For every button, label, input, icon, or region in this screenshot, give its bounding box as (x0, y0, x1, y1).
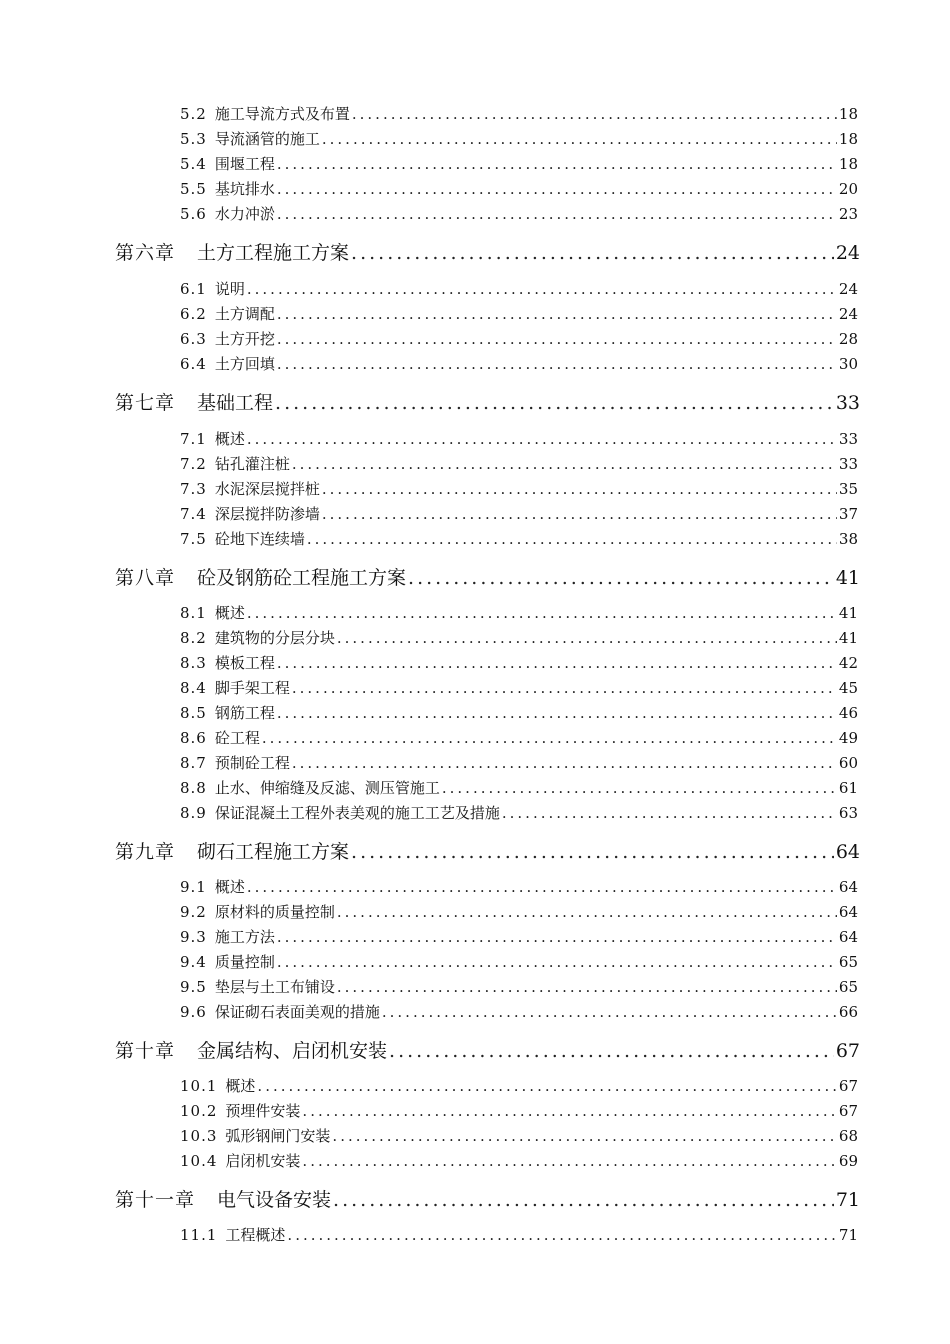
toc-section-entry[interactable] (180, 1125, 858, 1147)
toc-entry-title: 脚手架工程 (214, 679, 290, 697)
toc-leader-dots (322, 505, 837, 523)
toc-entry-title: 垫层与土工布铺设 (214, 978, 335, 996)
toc-page-number: 71 (838, 1226, 858, 1244)
toc-entry-number: 8.4 (180, 679, 207, 697)
toc-entry-number: 5.2 (180, 105, 207, 123)
toc-entry-title: 止水、伸缩缝及反滤、测压管施工 (214, 779, 440, 797)
toc-leader-dots (277, 953, 837, 971)
toc-entry-number: 第八章 (115, 567, 176, 589)
toc-entry-title: 启闭机安装 (225, 1152, 301, 1170)
toc-section-entry[interactable] (180, 901, 858, 923)
toc-entry-title: 土方调配 (214, 305, 275, 323)
toc-entry-title: 建筑物的分层分块 (214, 629, 335, 647)
toc-section-entry[interactable] (180, 702, 858, 724)
toc-entry-number: 9.2 (180, 903, 207, 921)
toc-section-entry[interactable] (180, 303, 858, 325)
toc-entry-number: 9.5 (180, 978, 207, 996)
toc-entry-label (180, 528, 305, 549)
toc-entry-number: 8.2 (180, 629, 207, 647)
toc-leader-dots (292, 455, 837, 473)
toc-section-entry[interactable] (180, 1150, 858, 1172)
toc-entry-number: 8.5 (180, 704, 207, 722)
toc-entry-label (180, 951, 275, 972)
toc-entry-title: 土方开挖 (214, 330, 275, 348)
toc-page-number: 45 (838, 679, 858, 697)
toc-section-entry[interactable] (180, 1075, 858, 1097)
toc-page-number: 24 (838, 305, 858, 323)
toc-leader-dots (277, 330, 837, 348)
toc-section-entry[interactable] (180, 1100, 858, 1122)
toc-entry-label (115, 238, 349, 265)
toc-entry-number: 9.4 (180, 953, 207, 971)
toc-leader-dots (389, 1040, 834, 1062)
toc-leader-dots (257, 1077, 836, 1095)
toc-section-entry[interactable] (180, 602, 858, 624)
toc-entry-label (180, 901, 335, 922)
toc-page-number: 60 (838, 754, 858, 772)
toc-leader-dots (277, 205, 837, 223)
toc-section-entry[interactable] (180, 926, 858, 948)
toc-page-number: 63 (838, 804, 858, 822)
toc-chapter-entry[interactable] (115, 563, 860, 591)
toc-entry-number: 10.4 (180, 1152, 218, 1170)
toc-chapter-entry[interactable] (115, 388, 860, 416)
toc-entry-label (180, 1224, 285, 1245)
toc-entry-title: 钻孔灌注桩 (214, 455, 290, 473)
toc-chapter-entry[interactable] (115, 837, 860, 865)
toc-page-number: 33 (838, 455, 858, 473)
toc-section-entry[interactable] (180, 752, 858, 774)
toc-entry-title: 水力冲淤 (214, 205, 275, 223)
toc-section-entry[interactable] (180, 428, 858, 450)
toc-entry-title: 基坑排水 (214, 180, 275, 198)
toc-page-number: 33 (835, 392, 860, 414)
toc-section-entry[interactable] (180, 727, 858, 749)
toc-entry-number: 8.3 (180, 654, 207, 672)
toc-entry-number: 第七章 (115, 392, 176, 414)
toc-leader-dots (277, 305, 837, 323)
toc-page-number: 18 (838, 155, 858, 173)
toc-entry-number: 7.5 (180, 530, 207, 548)
toc-entry-title: 模板工程 (214, 654, 275, 672)
toc-entry-label (180, 328, 275, 349)
toc-entry-label (180, 503, 320, 524)
toc-entry-label (180, 453, 290, 474)
toc-section-entry[interactable] (180, 1001, 858, 1023)
toc-page-number: 41 (835, 567, 860, 589)
toc-section-entry[interactable] (180, 103, 858, 125)
toc-entry-number: 第十章 (115, 1040, 176, 1062)
toc-entry-title: 深层搅拌防渗墙 (214, 505, 320, 523)
toc-leader-dots (337, 629, 837, 647)
toc-page-number: 38 (838, 530, 858, 548)
toc-entry-label (180, 627, 335, 648)
toc-entry-label (180, 153, 275, 174)
toc-entry-title: 基础工程 (197, 392, 274, 414)
toc-entry-number: 7.3 (180, 480, 207, 498)
toc-page-number: 65 (838, 953, 858, 971)
toc-entry-number: 8.9 (180, 804, 207, 822)
toc-page-number: 65 (838, 978, 858, 996)
toc-entry-label (180, 478, 320, 499)
toc-entry-label (180, 353, 275, 374)
toc-page-number: 71 (835, 1189, 860, 1211)
toc-leader-dots (277, 928, 837, 946)
toc-entry-number: 11.1 (180, 1226, 218, 1244)
toc-entry-number: 10.1 (180, 1077, 218, 1095)
toc-page-number: 49 (838, 729, 858, 747)
toc-page-number: 41 (838, 629, 858, 647)
toc-page-number: 66 (838, 1003, 858, 1021)
toc-page-number: 20 (838, 180, 858, 198)
toc-entry-title: 说明 (214, 280, 245, 298)
toc-entry-number: 5.6 (180, 205, 207, 223)
toc-section-entry[interactable] (180, 652, 858, 674)
toc-page-number: 24 (835, 242, 860, 264)
toc-entry-label (180, 428, 245, 449)
toc-entry-title: 导流涵管的施工 (214, 130, 320, 148)
toc-page-number: 46 (838, 704, 858, 722)
toc-entry-title: 金属结构、启闭机安装 (197, 1040, 388, 1062)
toc-entry-label (180, 278, 245, 299)
toc-entry-label (180, 1100, 300, 1121)
toc-entry-label (180, 876, 245, 897)
toc-section-entry[interactable] (180, 128, 858, 150)
toc-entry-number: 6.1 (180, 280, 207, 298)
toc-page-number: 18 (838, 130, 858, 148)
toc-section-entry[interactable] (180, 453, 858, 475)
toc-page-number: 42 (838, 654, 858, 672)
toc-leader-dots (247, 280, 837, 298)
toc-section-entry[interactable] (180, 876, 858, 898)
toc-entry-number: 10.2 (180, 1102, 218, 1120)
toc-entry-number: 7.2 (180, 455, 207, 473)
toc-entry-label (180, 1150, 300, 1171)
toc-page-number: 64 (835, 841, 860, 863)
toc-chapter-entry[interactable] (115, 1185, 860, 1213)
toc-page-number: 35 (838, 480, 858, 498)
toc-page-number: 64 (838, 903, 858, 921)
toc-entry-number: 5.4 (180, 155, 207, 173)
toc-leader-dots (292, 754, 837, 772)
toc-leader-dots (337, 903, 837, 921)
toc-entry-number: 7.4 (180, 505, 207, 523)
toc-page-number: 67 (838, 1102, 858, 1120)
toc-leader-dots (277, 654, 837, 672)
toc-entry-title: 预制砼工程 (214, 754, 290, 772)
toc-leader-dots (351, 242, 834, 264)
toc-entry-label (115, 1036, 387, 1063)
toc-entry-label (180, 1125, 330, 1146)
toc-leader-dots (277, 355, 837, 373)
toc-entry-title: 砼地下连续墙 (214, 530, 305, 548)
toc-leader-dots (307, 530, 837, 548)
toc-leader-dots (337, 978, 837, 996)
toc-entry-label (180, 926, 275, 947)
toc-leader-dots (262, 729, 837, 747)
toc-leader-dots (442, 779, 837, 797)
toc-section-entry[interactable] (180, 478, 858, 500)
toc-page-number: 23 (838, 205, 858, 223)
toc-section-entry[interactable] (180, 278, 858, 300)
toc-leader-dots (332, 1127, 836, 1145)
toc-entry-number: 9.1 (180, 878, 207, 896)
toc-page-number: 67 (835, 1040, 860, 1062)
toc-entry-number: 6.3 (180, 330, 207, 348)
toc-page-number: 69 (838, 1152, 858, 1170)
toc-entry-title: 原材料的质量控制 (214, 903, 335, 921)
toc-entry-title: 工程概述 (225, 1226, 286, 1244)
toc-entry-number: 第六章 (115, 242, 176, 264)
toc-entry-number: 9.3 (180, 928, 207, 946)
toc-section-entry[interactable] (180, 951, 858, 973)
toc-entry-title: 土方工程施工方案 (197, 242, 350, 264)
toc-section-entry[interactable] (180, 976, 858, 998)
toc-page-number: 33 (838, 430, 858, 448)
toc-page-number: 68 (838, 1127, 858, 1145)
toc-leader-dots (502, 804, 837, 822)
toc-entry-number: 5.5 (180, 180, 207, 198)
toc-section-entry[interactable] (180, 528, 858, 550)
toc-entry-number: 第十一章 (115, 1189, 196, 1211)
toc-entry-title: 弧形钢闸门安装 (225, 1127, 331, 1145)
toc-entry-title: 砼及钢筋砼工程施工方案 (197, 567, 407, 589)
toc-leader-dots (322, 130, 837, 148)
toc-page-number: 30 (838, 355, 858, 373)
toc-entry-number: 8.7 (180, 754, 207, 772)
toc-leader-dots (352, 105, 837, 123)
toc-leader-dots (247, 604, 837, 622)
toc-leader-dots (247, 430, 837, 448)
toc-entry-title: 概述 (214, 878, 245, 896)
toc-leader-dots (322, 480, 837, 498)
toc-entry-title: 保证砌石表面美观的措施 (214, 1003, 380, 1021)
toc-entry-number: 7.1 (180, 430, 207, 448)
toc-page-number: 64 (838, 928, 858, 946)
toc-chapter-entry[interactable] (115, 1036, 860, 1064)
toc-leader-dots (247, 878, 837, 896)
toc-entry-number: 6.2 (180, 305, 207, 323)
toc-page-number: 18 (838, 105, 858, 123)
toc-entry-title: 土方回填 (214, 355, 275, 373)
toc-page-number: 64 (838, 878, 858, 896)
toc-leader-dots (277, 704, 837, 722)
toc-entry-number: 第九章 (115, 841, 176, 863)
toc-entry-title: 电气设备安装 (217, 1189, 332, 1211)
toc-section-entry[interactable] (180, 328, 858, 350)
toc-entry-label (180, 1075, 255, 1096)
toc-section-entry[interactable] (180, 777, 858, 799)
toc-leader-dots (351, 841, 834, 863)
toc-section-entry[interactable] (180, 802, 858, 824)
toc-entry-label (180, 303, 275, 324)
toc-entry-title: 概述 (225, 1077, 256, 1095)
toc-section-entry[interactable] (180, 153, 858, 175)
toc-section-entry[interactable] (180, 627, 858, 649)
toc-leader-dots (275, 392, 834, 414)
toc-page-number: 61 (838, 779, 858, 797)
toc-entry-label (180, 677, 290, 698)
toc-entry-label (115, 1185, 331, 1212)
toc-entry-label (180, 976, 335, 997)
toc-entry-label (180, 752, 290, 773)
toc-entry-number: 10.3 (180, 1127, 218, 1145)
toc-entry-label (180, 203, 275, 224)
toc-entry-title: 质量控制 (214, 953, 275, 971)
toc-section-entry[interactable] (180, 1224, 858, 1246)
toc-entry-title: 砼工程 (214, 729, 260, 747)
toc-entry-label (180, 802, 500, 823)
toc-page-number: 28 (838, 330, 858, 348)
toc-entry-label (115, 837, 349, 864)
toc-entry-number: 5.3 (180, 130, 207, 148)
toc-leader-dots (277, 155, 837, 173)
toc-entry-title: 围堰工程 (214, 155, 275, 173)
toc-entry-title: 水泥深层搅拌桩 (214, 480, 320, 498)
toc-section-entry[interactable] (180, 353, 858, 375)
toc-leader-dots (382, 1003, 837, 1021)
toc-leader-dots (333, 1189, 834, 1211)
toc-entry-label (180, 1001, 380, 1022)
toc-leader-dots (302, 1152, 836, 1170)
toc-entry-label (180, 777, 440, 798)
toc-entry-title: 施工方法 (214, 928, 275, 946)
toc-entry-label (180, 602, 245, 623)
toc-entry-label (115, 388, 273, 415)
toc-entry-number: 6.4 (180, 355, 207, 373)
toc-page-number: 67 (838, 1077, 858, 1095)
toc-section-entry[interactable] (180, 178, 858, 200)
toc-entry-title: 概述 (214, 430, 245, 448)
toc-section-entry[interactable] (180, 203, 858, 225)
toc-entry-number: 9.6 (180, 1003, 207, 1021)
toc-entry-title: 预埋件安装 (225, 1102, 301, 1120)
toc-section-entry[interactable] (180, 677, 858, 699)
toc-entry-number: 8.1 (180, 604, 207, 622)
toc-chapter-entry[interactable] (115, 238, 860, 266)
toc-entry-label (180, 727, 260, 748)
toc-entry-number: 8.6 (180, 729, 207, 747)
toc-section-entry[interactable] (180, 503, 858, 525)
toc-entry-label (180, 128, 320, 149)
toc-leader-dots (292, 679, 837, 697)
toc-page-number: 37 (838, 505, 858, 523)
toc-entry-title: 砌石工程施工方案 (197, 841, 350, 863)
toc-entry-label (115, 563, 406, 590)
toc-entry-title: 施工导流方式及布置 (214, 105, 350, 123)
toc-page-number: 41 (838, 604, 858, 622)
toc-entry-label (180, 103, 350, 124)
toc-leader-dots (277, 180, 837, 198)
toc-leader-dots (302, 1102, 836, 1120)
toc-leader-dots (287, 1226, 836, 1244)
toc-entry-label (180, 178, 275, 199)
toc-entry-title: 保证混凝土工程外表美观的施工工艺及措施 (214, 804, 500, 822)
toc-leader-dots (408, 567, 834, 589)
toc-entry-title: 概述 (214, 604, 245, 622)
toc-entry-label (180, 652, 275, 673)
toc-entry-number: 8.8 (180, 779, 207, 797)
toc-entry-title: 钢筋工程 (214, 704, 275, 722)
toc-entry-label (180, 702, 275, 723)
toc-page-number: 24 (838, 280, 858, 298)
